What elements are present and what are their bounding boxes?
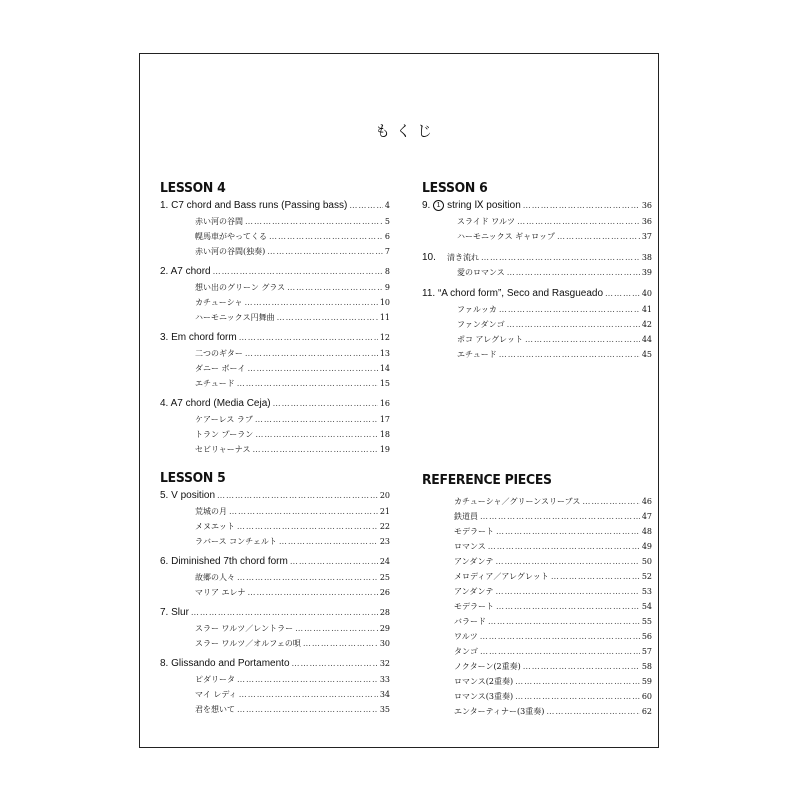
toc-item[interactable]: 鉄道員 ………………………………………………………………………………………………………………… 47 — [422, 511, 652, 525]
toc-item[interactable]: 想い出のグリーン グラス ………………………………………………………………………………………………………………… 9 — [160, 282, 390, 296]
toc-item[interactable]: エチュード ………………………………………………………………………………………………………………… 15 — [160, 378, 390, 392]
toc-item[interactable]: 愛のロマンス ………………………………………………………………………………………………………………… 39 — [422, 267, 652, 281]
toc-item[interactable]: マイ レディ ………………………………………………………………………………………………………………… 34 — [160, 689, 390, 703]
toc-item[interactable]: 君を想いて ………………………………………………………………………………………………………………… 35 — [160, 704, 390, 718]
page-title: もくじ — [374, 122, 438, 140]
lesson-4-heading: LESSON 4 — [160, 180, 226, 196]
toc-item[interactable]: セビリャーナス ………………………………………………………………………………………………………………… 19 — [160, 444, 390, 458]
toc-item[interactable]: ダニー ボーイ ………………………………………………………………………………………………………………… 14 — [160, 363, 390, 377]
toc-item[interactable]: タンゴ ………………………………………………………………………………………………………………… 57 — [422, 646, 652, 660]
toc-item[interactable]: ロマンス(2重奏) ………………………………………………………………………………………………………………… 59 — [422, 676, 652, 690]
toc-item[interactable]: 荒城の月 ………………………………………………………………………………………………………………… 21 — [160, 506, 390, 520]
toc-item[interactable]: 二つのギター ………………………………………………………………………………………………………………… 13 — [160, 348, 390, 362]
toc-item[interactable]: ポコ アレグレット ………………………………………………………………………………………………………………… 44 — [422, 334, 652, 348]
right-column — [422, 0, 652, 800]
toc-item[interactable]: ワルツ ………………………………………………………………………………………………………………… 56 — [422, 631, 652, 645]
toc-item[interactable]: アンダンテ ………………………………………………………………………………………………………………… 50 — [422, 556, 652, 570]
toc-section[interactable]: 2. A7 chord ………………………………………………………………………………………………………………… 8 — [160, 266, 390, 280]
toc-section[interactable]: 5. V position ………………………………………………………………………………………………………………… 20 — [160, 490, 390, 504]
toc-item[interactable]: エンターティナー(3重奏) ………………………………………………………………………………………………………………… 62 — [422, 706, 652, 720]
toc-item[interactable]: メロディア／アレグレット ………………………………………………………………………………………………………………… 52 — [422, 571, 652, 585]
toc-item[interactable]: マリア エレナ ………………………………………………………………………………………………………………… 26 — [160, 587, 390, 601]
circled-number: 1 — [433, 200, 444, 211]
toc-item[interactable]: ハーモニックス ギャロップ ………………………………………………………………………………………………………………… 37 — [422, 231, 652, 245]
toc-item[interactable]: ファルッカ ………………………………………………………………………………………………………………… 41 — [422, 304, 652, 318]
toc-section[interactable]: 9. 1 string Ⅸ position ………………………………………………………………………………………………………………… 36 — [422, 200, 652, 214]
toc-item[interactable]: ハーモニックス円舞曲 ………………………………………………………………………………………………………………… 11 — [160, 312, 390, 326]
toc-item[interactable]: ファンダンゴ ………………………………………………………………………………………………………………… 42 — [422, 319, 652, 333]
toc-item[interactable]: ラバース コンチェルト ………………………………………………………………………………………………………………… 23 — [160, 536, 390, 550]
toc-item[interactable]: ロマンス ………………………………………………………………………………………………………………… 49 — [422, 541, 652, 555]
toc-item[interactable]: 故郷の人々 ………………………………………………………………………………………………………………… 25 — [160, 572, 390, 586]
reference-pieces-heading: REFERENCE PIECES — [422, 472, 552, 488]
toc-item[interactable]: エチュード ………………………………………………………………………………………………………………… 45 — [422, 349, 652, 363]
toc-item[interactable]: モデラート ………………………………………………………………………………………………………………… 48 — [422, 526, 652, 540]
toc-item[interactable]: ロマンス(3重奏) ………………………………………………………………………………………………………………… 60 — [422, 691, 652, 705]
toc-item[interactable]: トラン プーラン ………………………………………………………………………………………………………………… 18 — [160, 429, 390, 443]
toc-item[interactable]: スラー ワルツ／オルフェの唄 ………………………………………………………………………………………………………………… 30 — [160, 638, 390, 652]
toc-item[interactable]: バラード ………………………………………………………………………………………………………………… 55 — [422, 616, 652, 630]
toc-section[interactable]: 1. C7 chord and Bass runs (Passing bass) ………………………………………………………………………………………………………………… 4 — [160, 200, 390, 214]
toc-item[interactable]: ピダリータ ………………………………………………………………………………………………………………… 33 — [160, 674, 390, 688]
toc-section[interactable]: 8. Glissando and Portamento ………………………………………………………………………………………………………………… 32 — [160, 658, 390, 672]
lesson-6-heading: LESSON 6 — [422, 180, 488, 196]
toc-item[interactable]: スライド ワルツ ………………………………………………………………………………………………………………… 36 — [422, 216, 652, 230]
left-column — [160, 0, 390, 800]
toc-item[interactable]: ケアーレス ラブ ………………………………………………………………………………………………………………… 17 — [160, 414, 390, 428]
toc-item[interactable]: カチューシャ ………………………………………………………………………………………………………………… 10 — [160, 297, 390, 311]
toc-item[interactable]: 赤い河の谷間 ………………………………………………………………………………………………………………… 5 — [160, 216, 390, 230]
toc-item[interactable]: モデラート ………………………………………………………………………………………………………………… 54 — [422, 601, 652, 615]
toc-section[interactable]: 7. Slur ………………………………………………………………………………………………………………… 28 — [160, 607, 390, 621]
toc-item[interactable]: スラー ワルツ／レントラー ………………………………………………………………………………………………………………… 29 — [160, 623, 390, 637]
toc-item[interactable]: ノクターン(2重奏) ………………………………………………………………………………………………………………… 58 — [422, 661, 652, 675]
toc-section[interactable]: 10. 清き流れ ………………………………………………………………………………………………………………… 38 — [422, 252, 652, 266]
toc-section[interactable]: 4. A7 chord (Media Ceja) ………………………………………………………………………………………………………………… 16 — [160, 398, 390, 412]
toc-item[interactable]: メヌエット ………………………………………………………………………………………………………………… 22 — [160, 521, 390, 535]
toc-item[interactable]: 幌馬車がやってくる ………………………………………………………………………………………………………………… 6 — [160, 231, 390, 245]
toc-section[interactable]: 11. “A chord form”, Seco and Rasgueado ………………………………………………………………………………………………………………… 40 — [422, 288, 652, 302]
toc-item[interactable]: アンダンテ ………………………………………………………………………………………………………………… 53 — [422, 586, 652, 600]
toc-section[interactable]: 3. Em chord form ………………………………………………………………………………………………………………… 12 — [160, 332, 390, 346]
toc-item[interactable]: 赤い河の谷間(独奏) ………………………………………………………………………………………………………………… 7 — [160, 246, 390, 260]
toc-section[interactable]: 6. Diminished 7th chord form ………………………………………………………………………………………………………………… 24 — [160, 556, 390, 570]
lesson-5-heading: LESSON 5 — [160, 470, 226, 486]
toc-item[interactable]: カチューシャ／グリーンスリーブス ………………………………………………………………………………………………………………… 46 — [422, 496, 652, 510]
